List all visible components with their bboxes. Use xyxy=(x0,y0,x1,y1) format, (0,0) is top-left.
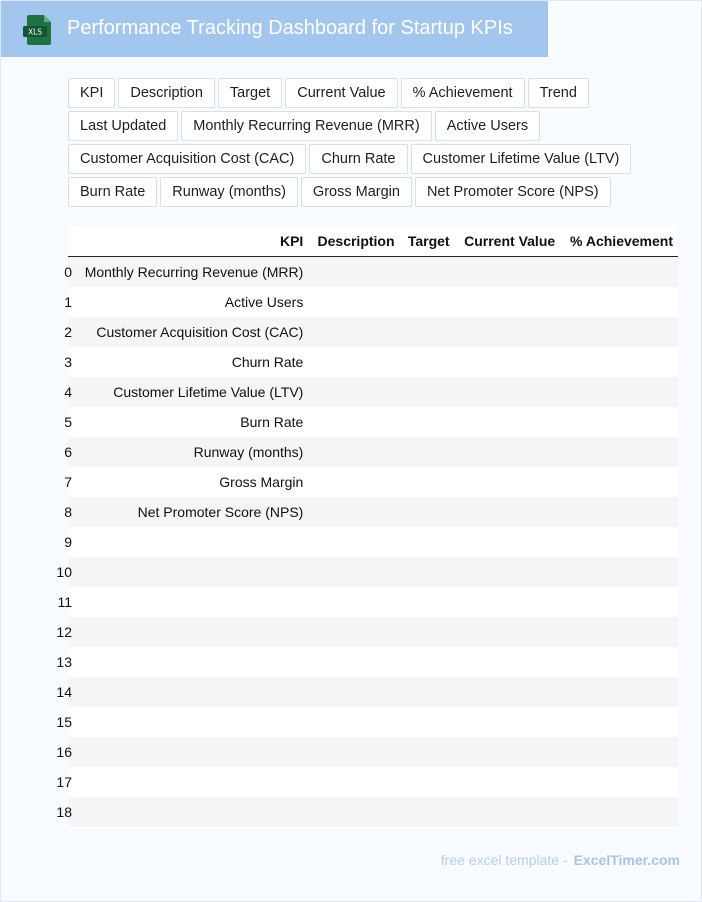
table-row xyxy=(68,407,678,437)
kpi-chip[interactable]: Monthly Recurring Revenue (MRR) xyxy=(181,111,431,141)
empty-cell xyxy=(560,557,678,587)
row-index: 10 xyxy=(56,564,72,580)
row-index-cell xyxy=(57,587,72,617)
row-index-cell xyxy=(64,257,72,288)
kpi-chip[interactable]: Gross Margin xyxy=(301,177,412,207)
table-row xyxy=(68,617,678,647)
row-index-cell xyxy=(64,347,72,377)
row-index-cell xyxy=(64,317,72,347)
empty-cell xyxy=(400,707,455,737)
empty-cell xyxy=(560,677,678,707)
empty-cell xyxy=(455,257,561,288)
kpi-cell xyxy=(72,707,308,737)
table-row xyxy=(68,437,678,467)
kpi-cell: Runway (months) xyxy=(72,437,308,467)
row-index-cell xyxy=(64,467,72,497)
empty-cell xyxy=(308,797,399,827)
row-index-cell xyxy=(64,437,72,467)
kpi-chip[interactable]: Trend xyxy=(528,78,589,108)
kpi-cell: Net Promoter Score (NPS) xyxy=(72,497,308,527)
empty-cell xyxy=(308,497,399,527)
kpi-chip[interactable]: Runway (months) xyxy=(160,177,298,207)
row-index-cell xyxy=(56,647,72,677)
empty-cell xyxy=(455,797,561,827)
empty-cell xyxy=(400,437,455,467)
index-header xyxy=(68,226,72,257)
empty-cell xyxy=(560,257,678,288)
table-row xyxy=(68,497,678,527)
row-index-cell xyxy=(56,767,72,797)
empty-cell xyxy=(400,347,455,377)
empty-cell xyxy=(455,467,561,497)
row-index-cell xyxy=(64,377,72,407)
row-index-cell xyxy=(64,287,72,317)
empty-cell xyxy=(400,737,455,767)
kpi-chip[interactable]: % Achievement xyxy=(401,78,525,108)
empty-cell xyxy=(560,467,678,497)
empty-cell xyxy=(308,287,399,317)
kpi-chip[interactable]: Burn Rate xyxy=(68,177,157,207)
kpi-cell: Customer Lifetime Value (LTV) xyxy=(72,377,308,407)
row-index-cell xyxy=(56,797,72,827)
table-header-row xyxy=(68,226,678,257)
empty-cell xyxy=(560,767,678,797)
row-index: 18 xyxy=(56,804,72,820)
kpi-cell: Monthly Recurring Revenue (MRR) xyxy=(72,257,308,288)
table-row xyxy=(68,737,678,767)
empty-cell xyxy=(560,617,678,647)
kpi-cell xyxy=(72,587,308,617)
kpi-chip[interactable]: Active Users xyxy=(435,111,540,141)
kpi-cell: Customer Acquisition Cost (CAC) xyxy=(72,317,308,347)
kpi-chip[interactable]: KPI xyxy=(68,78,115,108)
row-index: 4 xyxy=(64,384,72,400)
table-row xyxy=(68,347,678,377)
row-index-cell xyxy=(56,617,72,647)
empty-cell xyxy=(308,587,399,617)
kpi-table-container xyxy=(56,226,678,828)
empty-cell xyxy=(400,527,455,557)
row-index: 11 xyxy=(57,594,72,610)
kpi-chip[interactable]: Customer Acquisition Cost (CAC) xyxy=(68,144,306,174)
empty-cell xyxy=(560,707,678,737)
table-row xyxy=(68,797,678,827)
empty-cell xyxy=(400,617,455,647)
row-index: 14 xyxy=(56,684,72,700)
empty-cell xyxy=(455,317,561,347)
empty-cell xyxy=(308,617,399,647)
row-index-cell xyxy=(56,677,72,707)
kpi-cell xyxy=(72,737,308,767)
kpi-chip[interactable]: Net Promoter Score (NPS) xyxy=(415,177,611,207)
empty-cell xyxy=(400,677,455,707)
excel-file-icon xyxy=(23,15,51,45)
row-index-cell xyxy=(64,407,72,437)
row-index: 12 xyxy=(56,624,72,640)
kpi-cell xyxy=(72,797,308,827)
empty-cell xyxy=(455,437,561,467)
empty-cell xyxy=(455,737,561,767)
empty-cell xyxy=(560,587,678,617)
empty-cell xyxy=(560,497,678,527)
table-row xyxy=(68,257,678,288)
kpi-table xyxy=(56,226,678,827)
kpi-cell xyxy=(72,677,308,707)
empty-cell xyxy=(308,347,399,377)
title-bar xyxy=(1,1,548,57)
kpi-chip[interactable]: Churn Rate xyxy=(309,144,407,174)
table-row xyxy=(68,317,678,347)
empty-cell xyxy=(560,287,678,317)
kpi-cell: Burn Rate xyxy=(72,407,308,437)
empty-cell xyxy=(560,437,678,467)
empty-cell xyxy=(560,647,678,677)
empty-cell xyxy=(400,767,455,797)
row-index: 9 xyxy=(64,534,72,550)
empty-cell xyxy=(455,407,561,437)
icon-label: XLS xyxy=(27,27,43,37)
kpi-chip[interactable]: Customer Lifetime Value (LTV) xyxy=(411,144,632,174)
empty-cell xyxy=(455,497,561,527)
empty-cell xyxy=(308,437,399,467)
empty-cell xyxy=(400,287,455,317)
row-index: 1 xyxy=(64,294,72,310)
empty-cell xyxy=(308,257,399,288)
kpi-cell xyxy=(72,557,308,587)
empty-cell xyxy=(308,467,399,497)
row-index: 6 xyxy=(64,444,72,460)
kpi-cell: Churn Rate xyxy=(72,347,308,377)
empty-cell xyxy=(400,557,455,587)
row-index: 3 xyxy=(64,354,72,370)
row-index: 5 xyxy=(64,414,72,430)
table-row xyxy=(68,767,678,797)
row-index: 16 xyxy=(56,744,72,760)
page-title: Performance Tracking Dashboard for Startup KPIs xyxy=(67,17,513,39)
kpi-chip[interactable]: Last Updated xyxy=(68,111,178,141)
table-row xyxy=(68,527,678,557)
table-row xyxy=(68,377,678,407)
empty-cell xyxy=(308,527,399,557)
table-row xyxy=(68,647,678,677)
empty-cell xyxy=(560,527,678,557)
kpi-cell xyxy=(72,767,308,797)
empty-cell xyxy=(308,557,399,587)
table-row xyxy=(68,467,678,497)
empty-cell xyxy=(560,317,678,347)
empty-cell xyxy=(560,737,678,767)
empty-cell xyxy=(308,407,399,437)
empty-cell xyxy=(400,587,455,617)
empty-cell xyxy=(308,707,399,737)
empty-cell xyxy=(400,497,455,527)
empty-cell xyxy=(400,257,455,288)
empty-cell xyxy=(400,407,455,437)
empty-cell xyxy=(560,347,678,377)
row-index: 7 xyxy=(64,474,72,490)
footer-brand-link[interactable]: ExcelTimer.com xyxy=(573,852,680,868)
empty-cell xyxy=(455,707,561,737)
empty-cell xyxy=(455,557,561,587)
row-index-cell xyxy=(56,707,72,737)
kpi-chip-list xyxy=(68,78,698,207)
row-index: 8 xyxy=(64,504,72,520)
row-index-cell xyxy=(64,497,72,527)
empty-cell xyxy=(455,767,561,797)
empty-cell xyxy=(308,737,399,767)
kpi-cell xyxy=(72,647,308,677)
empty-cell xyxy=(308,647,399,677)
table-row xyxy=(68,707,678,737)
row-index-cell xyxy=(56,737,72,767)
empty-cell xyxy=(455,677,561,707)
row-index: 0 xyxy=(64,264,72,280)
empty-cell xyxy=(455,347,561,377)
kpi-chip[interactable]: Current Value xyxy=(285,78,397,108)
row-index: 15 xyxy=(56,714,72,730)
empty-cell xyxy=(560,377,678,407)
footer-text: free excel template - xyxy=(440,852,568,868)
empty-cell xyxy=(308,677,399,707)
row-index: 13 xyxy=(56,654,72,670)
kpi-chip[interactable]: Description xyxy=(118,78,215,108)
kpi-cell: Active Users xyxy=(72,287,308,317)
empty-cell xyxy=(455,587,561,617)
empty-cell xyxy=(400,647,455,677)
empty-cell xyxy=(308,317,399,347)
kpi-cell xyxy=(72,617,308,647)
kpi-cell xyxy=(72,527,308,557)
empty-cell xyxy=(400,797,455,827)
row-index-cell xyxy=(56,557,72,587)
kpi-chip[interactable]: Target xyxy=(218,78,282,108)
empty-cell xyxy=(308,767,399,797)
empty-cell xyxy=(308,377,399,407)
table-row xyxy=(68,587,678,617)
kpi-cell: Gross Margin xyxy=(72,467,308,497)
empty-cell xyxy=(455,287,561,317)
table-row xyxy=(68,557,678,587)
table-body xyxy=(56,257,678,828)
footer xyxy=(441,852,680,868)
empty-cell xyxy=(400,317,455,347)
empty-cell xyxy=(455,617,561,647)
empty-cell xyxy=(455,377,561,407)
row-index: 17 xyxy=(56,774,72,790)
row-index: 2 xyxy=(64,324,72,340)
empty-cell xyxy=(400,467,455,497)
empty-cell xyxy=(560,797,678,827)
column-header: Target xyxy=(400,226,455,257)
empty-cell xyxy=(560,407,678,437)
table-row xyxy=(68,677,678,707)
empty-cell xyxy=(400,377,455,407)
row-index-cell xyxy=(64,527,72,557)
table-row xyxy=(68,287,678,317)
empty-cell xyxy=(455,647,561,677)
column-header: Current Value xyxy=(455,226,561,257)
empty-cell xyxy=(455,527,561,557)
column-header: Description xyxy=(308,226,399,257)
column-header: KPI xyxy=(72,226,308,257)
column-header: % Achievement xyxy=(560,226,678,257)
